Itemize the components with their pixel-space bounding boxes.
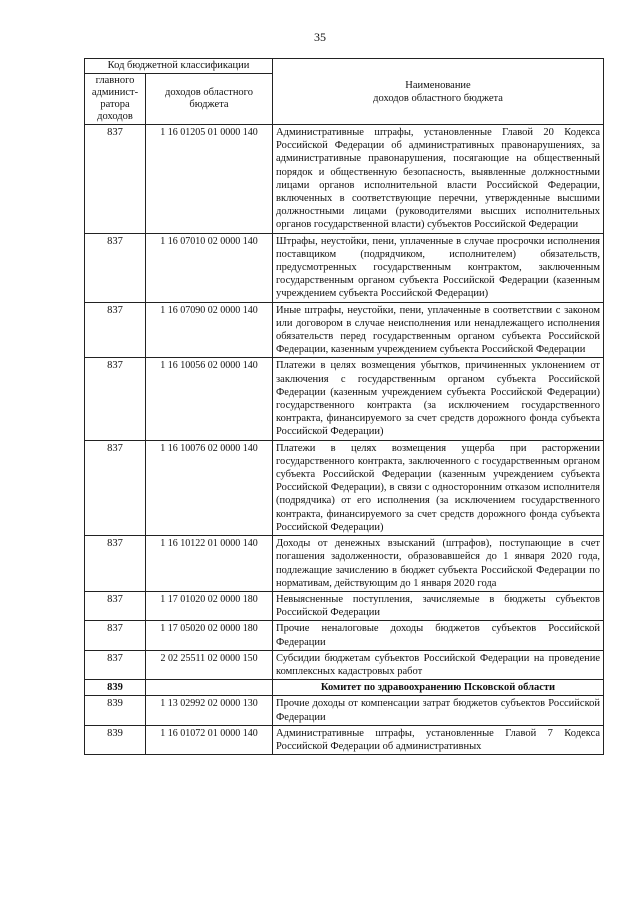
name-cell: Штрафы, неустойки, пени, уплаченные в случае просрочки исполнения поставщиком (подрядчиком, исполнителем) обязательств, предусмотренных государственным контрактом, заключенным государственным органом субъекта Российской Федерации (казенным учреждением субъекта Российской Федерации) [273, 233, 604, 302]
admin-cell: 837 [85, 591, 146, 620]
page-number: 35 [314, 30, 326, 44]
code-cell: 1 17 01020 02 0000 180 [146, 591, 273, 620]
code-cell: 1 16 01205 01 0000 140 [146, 125, 273, 234]
table-row [85, 358, 604, 440]
name-cell: Прочие доходы от компенсации затрат бюджетов субъектов Российской Федерации [273, 696, 604, 725]
table-row [85, 302, 604, 358]
name-cell: Прочие неналоговые доходы бюджетов субъектов Российской Федерации [273, 621, 604, 650]
code-cell: 1 16 10056 02 0000 140 [146, 358, 273, 440]
admin-cell: 839 [85, 696, 146, 725]
header-name-column [273, 59, 604, 125]
code-cell: 1 13 02992 02 0000 130 [146, 696, 273, 725]
admin-cell: 837 [85, 536, 146, 592]
table-row [85, 621, 604, 650]
table-row [85, 650, 604, 679]
name-cell: Платежи в целях возмещения убытков, причиненных уклонением от заключения с государственным органом субъекта Российской Федерации (казенным учреждением субъекта Российской Федерации) государственного контракта (за исключением государственного контракта, финансируемого за счет средств дорожного фонда субъекта Российской Федерации) [273, 358, 604, 440]
name-cell: Субсидии бюджетам субъектов Российской Федерации на проведение комплексных кадастровых работ [273, 650, 604, 679]
admin-cell: 837 [85, 650, 146, 679]
admin-cell: 837 [85, 440, 146, 535]
code-cell: 1 16 01072 01 0000 140 [146, 725, 273, 754]
code-cell: 2 02 25511 02 0000 150 [146, 650, 273, 679]
name-cell: Административные штрафы, установленные Главой 20 Кодекса Российской Федерации об административных правонарушениях, за административные правонарушения, посягающие на общественный порядок и общественную безопасность, выявленные должностными лицами органов исполнительной власти Российской Федерации, включенных в соответствующие перечни, утвержденные высшими должностными лицами (руководителями высших исполнительных органов государственной власти) субъектов Российской Федерации [273, 125, 604, 234]
admin-cell: 837 [85, 358, 146, 440]
header-admin-column: главного админист-ратора доходов [85, 74, 146, 125]
name-cell: Платежи в целях возмещения ущерба при расторжении государственного контракта, заключенного с государственным органом субъекта Российской Федерации (казенным учреждением субъекта Российской Федерации), в связи с односторонним отказом исполнителя (подрядчика) от его исполнения (за исключением государственного контракта, финансируемого за счет средств дорожного фонда субъекта Российской Федерации) [273, 440, 604, 535]
code-cell: 1 16 10076 02 0000 140 [146, 440, 273, 535]
admin-cell: 837 [85, 302, 146, 358]
table-row [85, 233, 604, 302]
admin-cell: 837 [85, 621, 146, 650]
header-code-group: Код бюджетной классификации [85, 59, 273, 74]
admin-cell: 837 [85, 233, 146, 302]
code-cell: 1 16 07010 02 0000 140 [146, 233, 273, 302]
header-code-column: доходов областного бюджета [146, 74, 273, 125]
code-cell [146, 680, 273, 696]
table-row [85, 591, 604, 620]
name-cell: Доходы от денежных взысканий (штрафов), поступающие в счет погашения задолженности, образовавшейся до 1 января 2020 года, подлежащие зачислению в бюджет субъекта Российской Федерации по нормативам, действующим до 1 января 2020 года [273, 536, 604, 592]
name-cell: Административные штрафы, установленные Главой 7 Кодекса Российской Федерации об административных [273, 725, 604, 754]
code-cell: 1 16 10122 01 0000 140 [146, 536, 273, 592]
table-body [85, 125, 604, 755]
table-row [85, 725, 604, 754]
name-cell: Комитет по здравоохранению Псковской области [273, 680, 604, 696]
name-cell: Невыясненные поступления, зачисляемые в бюджеты субъектов Российской Федерации [273, 591, 604, 620]
header-name-line-1: Наименование [405, 79, 471, 91]
table-row [85, 125, 604, 234]
budget-classification-table [84, 58, 604, 755]
table-row [85, 440, 604, 535]
header-name-line-2: доходов областного бюджета [373, 92, 503, 104]
name-cell: Иные штрафы, неустойки, пени, уплаченные в соответствии с законом или договором в случае неисполнения или ненадлежащего исполнения обязательств перед государственным органом субъекта Российской Федерации, казенным учреждением субъекта Российской Федерации [273, 302, 604, 358]
admin-cell: 837 [85, 125, 146, 234]
table-row [85, 536, 604, 592]
code-cell: 1 17 05020 02 0000 180 [146, 621, 273, 650]
code-cell: 1 16 07090 02 0000 140 [146, 302, 273, 358]
admin-cell: 839 [85, 725, 146, 754]
section-row [85, 680, 604, 696]
admin-cell: 839 [85, 680, 146, 696]
table-row [85, 696, 604, 725]
